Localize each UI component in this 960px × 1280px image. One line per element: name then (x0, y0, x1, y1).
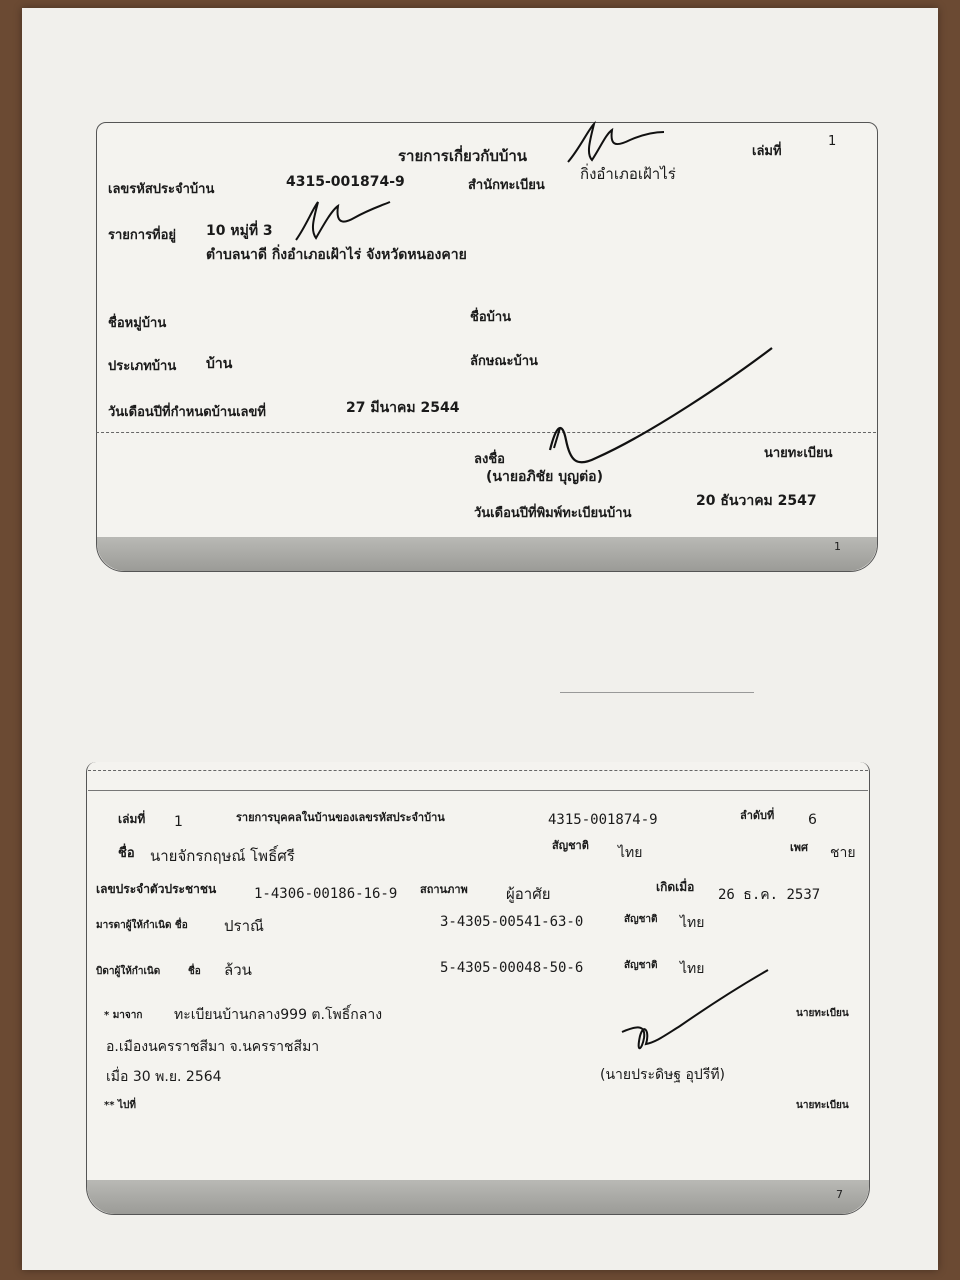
mother-name: ปราณี (224, 917, 264, 935)
name-label: ชื่อ (118, 846, 135, 861)
father-label: บิดาผู้ให้กำเนิด (96, 966, 161, 977)
id-label: เลขประจำตัวประชาชน (96, 882, 217, 896)
address-label: รายการที่อยู่ (108, 228, 177, 243)
mother-nationality: ไทย (680, 915, 705, 931)
house-info-title: รายการเกี่ยวกับบ้าน (398, 147, 528, 165)
mother-nationality-label: สัญชาติ (624, 914, 658, 925)
village-name-label: ชื่อหมู่บ้าน (108, 316, 167, 331)
father-name: ล้วน (224, 961, 252, 979)
assigned-date-label: วันเดือนปีที่กำหนดบ้านเลขที่ (108, 405, 266, 420)
print-date: 20 ธันวาคม 2547 (696, 493, 817, 509)
page-number: 1 (834, 540, 841, 553)
father-id: 5-4305-00048-50-6 (440, 960, 584, 976)
moved-date: เมื่อ 30 พ.ย. 2564 (106, 1069, 222, 1085)
book-number: 1 (828, 134, 837, 149)
moved-from-label: * มาจาก (104, 1010, 143, 1021)
page-number-2: 7 (836, 1188, 843, 1201)
order-label: ลำดับที่ (740, 809, 775, 822)
perforation-line (88, 770, 868, 771)
moved-from-line-1: ทะเบียนบ้านกลาง999 ต.โพธิ์กลาง (174, 1007, 383, 1023)
father-nationality-label: สัญชาติ (624, 960, 658, 971)
top-rule (88, 790, 868, 791)
signature-stroke-1 (560, 118, 670, 178)
moved-to-label: ** ไปที่ (104, 1100, 136, 1111)
nationality: ไทย (618, 845, 643, 861)
status-label: สถานภาพ (420, 883, 468, 896)
status: ผู้อาศัย (506, 885, 551, 903)
moved-from-line-2: อ.เมืองนครราชสีมา จ.นครราชสีมา (106, 1039, 320, 1055)
sign-label: ลงชื่อ (474, 452, 505, 467)
house-feature-label: ลักษณะบ้าน (470, 354, 538, 369)
print-date-label: วันเดือนปีที่พิมพ์ทะเบียนบ้าน (474, 506, 632, 521)
mother-label: มารดาผู้ให้กำเนิด ชื่อ (96, 920, 188, 931)
house-code: 4315-001874-9 (286, 174, 405, 190)
faint-line (560, 692, 754, 693)
father-name-label: ชื่อ (188, 966, 201, 977)
mother-id: 3-4305-00541-63-0 (440, 914, 584, 930)
sex: ชาย (830, 845, 856, 861)
order-number: 6 (808, 812, 817, 828)
signature-stroke-3 (540, 340, 780, 480)
house-name-label: ชื่อบ้าน (470, 310, 512, 325)
house-code-2: 4315-001874-9 (548, 812, 658, 828)
house-code-label: เลขรหัสประจำบ้าน (108, 182, 215, 197)
nationality-label: สัญชาติ (552, 839, 589, 852)
book-number-2: 1 (174, 814, 183, 830)
registrar-title-3: นายทะเบียน (796, 1100, 849, 1111)
signer-name: (นายอภิชัย บุญต่อ) (486, 469, 603, 485)
registrar-title: นายทะเบียน (764, 446, 833, 461)
person-heading: รายการบุคคลในบ้านของเลขรหัสประจำบ้าน (236, 811, 445, 824)
father-nationality: ไทย (680, 961, 705, 977)
address-line-1: 10 หมู่ที่ 3 (206, 223, 273, 239)
birth-label: เกิดเมื่อ (656, 880, 695, 894)
signature-stroke-4 (616, 966, 776, 1062)
registry-office-label: สำนักทะเบียน (468, 178, 545, 193)
house-type-label: ประเภทบ้าน (108, 359, 177, 374)
registry-office: กิ่งอำเภอเฝ้าไร่ (580, 165, 676, 183)
registrar-name: (นายประดิษฐ อุปรีที) (600, 1067, 726, 1083)
assigned-date: 27 มีนาคม 2544 (346, 400, 460, 416)
book-label: เล่มที่ (752, 144, 782, 159)
sex-label: เพศ (790, 841, 808, 854)
card-shaded-footer (87, 1180, 869, 1214)
book-label-2: เล่มที่ (118, 812, 146, 826)
person-name: นายจักรกฤษณ์ โพธิ์ศรี (150, 847, 295, 865)
id-number: 1-4306-00186-16-9 (254, 886, 398, 902)
card-shaded-footer (97, 537, 877, 571)
birth-date: 26 ธ.ค. 2537 (718, 887, 821, 903)
registrar-title-2: นายทะเบียน (796, 1008, 849, 1019)
house-type: บ้าน (206, 356, 233, 372)
address-line-2: ตำบลนาดี กิ่งอำเภอเฝ้าไร่ จังหวัดหนองคาย (206, 247, 467, 263)
signature-stroke-2 (290, 196, 400, 252)
